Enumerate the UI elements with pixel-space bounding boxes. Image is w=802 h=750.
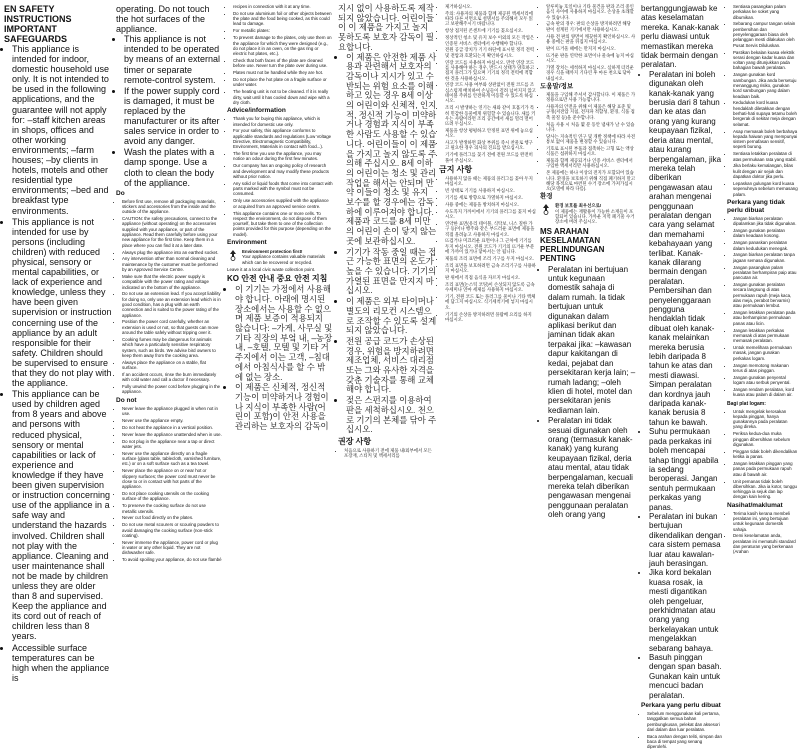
list-item: • 연약한 표면(유리 테이블, 식탁보, 니스 칠한 가구 등)이나 행주와 같은 부드러운 표면에 제품을 직접 올려놓고 사용하지 마십시오.	[445, 221, 536, 237]
list-item: • 처음으로 사용하기 전에 제품 내/외부에서 모든 포장재, 스티커 및 액세서리를	[344, 448, 437, 459]
en-column-2	[116, 4, 222, 563]
list-item: • Pinggan tidak boleh dikendalikan ketika ia panas.	[733, 449, 798, 460]
list-item: • Peralatan ini bukan bertujuan dikendalikan dengan cara sistem pemasa luar atau kawalan-jauh berasingan.	[649, 512, 723, 568]
ko-safety-list-cont	[338, 53, 437, 435]
ms-info-list	[727, 511, 798, 555]
list-item: • This appliance contains one or more cells. To respect the environment, do not dispose of them yourself, but take them to one of the collection points provided for this purpose (depending on the model).	[233, 211, 333, 237]
list-item: • To avoid spoiling your appliance, do not use flambé	[122, 557, 222, 562]
list-item: • Jangan biarkan peralatan dipalamkan jika tidak digunakan.	[733, 216, 798, 227]
list-item: • 전원 공급 코드가 손상된 경우, 위험을 방지하려면 제조업체, 서비스 대리점 또는 그와 유사한 자격을 갖춘 기술자를 통해 교체해야 합니다.	[346, 337, 437, 395]
list-item: • Periksa kedua-dua muka pinggan dibersihkan sebelum digunakan.	[733, 431, 798, 447]
environment-text-2: Leave it at a local civic waste collection point.	[227, 266, 316, 272]
list-item: • The heating unit is not to be cleaned. If it is really dirty, wait until it has cooled down and wipe with a dry cloth.	[233, 89, 333, 105]
list-item: • The first time you use the appliance, you may notice an odour during the first few minutes.	[233, 151, 333, 162]
list-item: • Jangan gunakan peralatan dalam keadaan kosong.	[733, 228, 798, 239]
list-item: • 당사는 지속적인 연구 및 개발 정책에 따라 사전 통보 없이 제품을 변경할 수 있습니다.	[546, 134, 636, 145]
list-item: • 제품의 조리 표면에 조리 기구를 두지 마십시오.	[445, 256, 536, 261]
list-item: • 기기를 세로 방향으로 가열하지 마십시오.	[445, 195, 536, 200]
list-item: • Jika kord bekalan kuasa rosak, ia mesti digantikan oleh pengeluar, perkhidmatan atau orang yang berkelayakan untuk mengelakkan sebarang bahaya.	[649, 568, 723, 653]
ko-column-4	[338, 4, 437, 559]
list-item: • 처음 사용 시 처음 몇 분 동안 냄새가 날 수 있습니다.	[546, 122, 636, 133]
list-item: • Jika berlaku kemalangan, bilas kulit dengan air sejuk dan dapatkan doktor jika perlu.	[733, 163, 798, 179]
ms-metal-heading: Bagi plat logam:	[727, 400, 766, 407]
list-item: • Any solid or liquid foods that come into contact with parts marked with the symbol must not be consumed.	[233, 181, 333, 197]
paragraph: operating. Do not touch the hot surfaces of the appliance.	[116, 4, 210, 35]
list-item: • 조리 표면(논스틱 코팅)이 손상되지 않도록 금속 수세미나 연마 세제를 사용하지 마십시오.	[445, 282, 536, 293]
list-item: • Jangan rendam peralatan, kord kuasa atau palam di dalam air.	[733, 387, 798, 398]
ms-dont-heading: Perkara yang tidak perlu dibuat	[727, 198, 785, 214]
list-item: • 금속 판의 경우: 판의 손상을 방지하려면 해당 판이 설계된 기기에서만 사용하십시오.	[546, 21, 636, 32]
list-item: • Jangan panaskan peralatan dalam kedudukan menegak.	[733, 240, 798, 251]
list-item: • 판이 뜨거울 때에는 만지지 마십시오.	[546, 46, 636, 51]
list-item: • Baca arahan dengan teliti, simpan dan baca di tempat yang senang diperolehi.	[647, 734, 723, 750]
list-item: • 제거하십시오.	[445, 4, 536, 9]
list-item: • 제품을 구입해 주셔서 감사합니다. 이 제품은 가정용으로만 사용 가능합니다.	[546, 92, 636, 103]
list-item: • Any intervention other than normal cleaning and maintenance by the customer must be performed by an Approved Service Centre.	[122, 256, 222, 272]
list-item: • 조리 표면을 보호하려면 금속 조리기구를 사용하지 마십시오.	[445, 263, 536, 274]
en-title: EN SAFETY INSTRUCTIONS IMPORTANT SAFEGUARDS	[4, 4, 72, 44]
list-item: • Never place the appliance on or near hot or slippery surfaces; the power cord must never be close to or in contact with hot parts of the appliance.	[122, 468, 222, 489]
ms-title: MS ARAHAN KESELAMATAN PERLINDUNGAN PENTING	[540, 226, 605, 263]
list-item: • recipes in connection with it at any time.	[233, 4, 333, 9]
ms-column-7a	[641, 4, 723, 750]
list-item: • 이 제품은 안전한 제품 사용과 관련해서 보호자의 감독이나 지시가 있고 수반되는 위험 요소를 이해하고 있는 경우 8세 이상의 어린이와 신체적, 인지적, 정신적 기능이 미약하거나 경험과 지식이 부족한 사람도 사용할 수 있습니다. 어린이들이 이 제품을 가지고 놀지 않도록 주의해 주십시오. 8세 이하의 어린이는 청소 및 관리 작업을 해서는 안되며 만약 이들이 청소 및 유지 보수를 할 경우에는 감독 하에 이루어져야 합니다. 제품과 코드를 8세 미만의 어린이 손이 닿지 않는 곳에 보관하십시오.	[346, 53, 437, 247]
ms-dont-list	[727, 216, 798, 398]
list-item: • 사용자의 안전을 위해 이 제품은 해당 표준 및 규정(저전압 지침, 전자파 적합성, 환경, 식품 접촉 물질 등)을 준수합니다.	[546, 104, 636, 120]
list-item: • This appliance is not intended for use by persons (including children) with reduced physical, sensory or mental capabilities, or lack of experience and knowledge, unless they have been given supervision or instruction concerning use of the appliance by an adult responsible for their safety. Children should be supervised to ensure that they do not play with the appliance.	[12, 217, 112, 389]
list-item: • Jangan gunakan peralatan secara langsung di atas permukaan rapuh (meja kaca, alas meja, perabot bervarnis) atau permukaan lembut.	[733, 282, 798, 308]
recycle-icon	[227, 249, 239, 261]
list-item: • Plates must not be handled while they are hot.	[233, 70, 333, 75]
ms-metal-list	[727, 409, 798, 500]
list-item: • If the power supply cord is damaged, it must be replaced by the manufacturer or its after sales service in order to avoid any danger.	[124, 86, 222, 147]
en-safety-list-cont	[116, 34, 222, 187]
list-item: • 이 제품은 신체적, 정신적 기능이 미약하거나 경험이나 지식이 부족한 사람(어린이 포함)이 안전 사용을 관리하는 보호자의 감독이	[235, 383, 333, 432]
ko-safety-list	[227, 285, 333, 432]
list-item: • 조리 시 발생하는 연기는 새와 같이 호흡기가 특히 민감한 동물에게 위험할 수 있습니다. 새를 키우는 사람이라면 조리 공간에서 새를 멀리 떨어뜨려 두십시오.	[445, 105, 536, 126]
environment-heading: Environment	[227, 239, 267, 246]
list-item: • Lepaskan gulungan kord kuasa sepenuhnya sebelum memasang palam.	[733, 181, 798, 197]
list-item: • 연장 코드를 사용하지 마십시오. 만약 연장 코드를 사용해야 하는 경우, 반드시 상태가 양호하고 접지 플러그가 있으며 기기의 정격 전력에 적합한 것을 사용하십시오.	[445, 60, 536, 81]
list-item: • 판 위에서 직접 음식을 자르지 마십시오.	[445, 275, 536, 280]
list-item: • Do not place cooking utensils on the cooking surface of the appliance.	[122, 491, 222, 502]
list-item: • 사용 중에는 제품을 방치하지 마십시오.	[445, 202, 536, 207]
en-safety-list	[4, 44, 112, 683]
list-item: • Untuk memelihara permukaan masak, jangan gunakan perkakas logam.	[733, 345, 798, 361]
list-item: • Make sure that the electric power supply is compatible with the power rating and voltage indicated on the bottom of the appliance.	[122, 274, 222, 290]
list-item: • Do not plug in the appliance near a tap or direct water jets.	[122, 439, 222, 450]
list-item: • This appliance is intended for indoor, domestic household use only. It is not intended to be used in the following applications, and the guarantee will not apply for: –staff kitchen areas in shops, offices and other working environments; –farm houses; –by clients in hotels, motels and other residential type environments; –bed and breakfast type environments.	[12, 44, 112, 216]
list-item: • Asap memasak boleh berbahaya kepada haiwan yang mempunyai sistem pernafasan sensitif, seperti burung.	[733, 129, 798, 150]
list-item: • 알루미늄 호일이나 기타 물건을 판과 조리 중인 음식 사이에 사용하지 마십시오. 손상을 초래할 수 있습니다.	[546, 4, 636, 20]
ko-environment-heading: 환경	[540, 193, 553, 201]
ko-column-5	[439, 4, 536, 559]
list-item: • Fully unwind the power cord before plugging in the appliance.	[122, 384, 222, 395]
ms-do-heading: Perkara yang perlu dibuat	[641, 702, 721, 710]
ko-prohibited-heading: 금지 사항	[439, 164, 473, 174]
list-item: • 사용하지 않을 때는 제품의 플러그를 꽂아 두지 마십시오.	[445, 176, 536, 187]
list-item: • Sentiasa letakkan peralatan di atas permukaan rata yang stabil.	[733, 151, 798, 162]
list-item: • 주의: 사용자의 제품과 함께 제공된 액세서리에 따라 다른 서면으로 설명서를 주의해서 모두 읽고 보관해주시기 바랍니다.	[445, 11, 536, 27]
recycle-icon	[540, 203, 552, 215]
environment-text: Your appliance contains valuable materials which can be recovered or recycled.	[242, 254, 326, 265]
list-item: • 연장 코드 사용 여부와 상관없이 전원 코드를 조심스럽게 배치하여 손님들이 걸려 넘어지지 않고 테이블 주위를 안전하게 이동할 수 있도록 하십시오.	[445, 82, 536, 103]
list-item: • 젖은 스펀지를 이용하여 판을 세척하십시오. 천으로 기기의 본체를 닦아 주십시오.	[346, 396, 437, 435]
list-item: • CAUTION: the safety precautions, connect to the appliance (without operating) on the accessories supplied with your appliance, or part of the appliance. Read them carefully before using your new appliance for the first time. Keep them in a place where you can find it at a later date.	[122, 216, 222, 248]
list-item: • 제품과 함께 제공되거나 인증 서비스 센터에서 구입한 액세서리만 사용하십시오.	[546, 158, 636, 169]
list-item: • Kedudukan kord kuasa hendaklah diletakkan dengan berhati-hati supaya tetamu boleh bergerak di sekitar meja dengan selamat.	[733, 100, 798, 126]
list-item: • Accessible surface temperatures can be high when the appliance is	[12, 643, 112, 683]
list-item: • Before first use, remove all packaging materials, stickers and accessories from the inside and the outside of the appliance.	[122, 199, 222, 215]
ms-info-heading: Nasihat/maklumat	[727, 501, 783, 509]
list-item: • This appliance can be used by children aged from 8 years and above and persons with reduced physical, sensory or mental capabilities or lack of experience and knowledge if they have been given supervision or instruction concerning use of the appliance in a safe way and understand the hazards involved. Children shall not play with the appliance. Cleaning and user maintenance shall not be made by children unless they are older than 8 and supervised. Keep the appliance and its cord out of reach of children less than 8 years.	[12, 389, 112, 641]
list-item: • 기호로 표시된 부품과 접촉하는 고형 또는 액상 식품은 섭취하지 마십시오.	[546, 146, 636, 157]
list-item: • Never use the appliance directly on a fragile surface (glass table, tablecloth, varnished furniture, etc.) or on a soft surface such as a tea towel.	[122, 451, 222, 467]
list-item: • Jangan biarkan peralatan tanpa jagaan semasa digunakan.	[733, 252, 798, 263]
list-item: • Basuh pinggan dengan span basah. Gunakan kain untuk mencuci badan peralatan.	[649, 653, 723, 700]
ko-prohibited-list-cont	[540, 4, 636, 81]
list-item: • Never leave the appliance plugged in when not in use.	[122, 406, 222, 417]
list-item: • Our company has an ongoing policy of research and development and may modify these products without prior notice.	[233, 163, 333, 179]
ms-do-list	[641, 711, 723, 750]
list-item: • 수도꼭지 가까이에서 기기의 플러그를 꽂지 마십시오.	[445, 209, 536, 220]
list-item: • 제품을 항상 평평하고 안정된 표면 위에 놓으십시오.	[445, 128, 536, 139]
list-item: • For your safety, this appliance conforms to applicable standards and regulations (Low Voltage Directive, Electromagnetic Compatibility, Environment, Materials in contact with food...).	[233, 128, 333, 149]
list-item: • Only use accessories supplied with the appliance or acquired from an approved service centre.	[233, 198, 333, 209]
list-item: • 항상 접지된 콘센트에 기기를 꽂으십시오.	[445, 28, 536, 33]
paragraph: 지시 없이 사용하도록 제작되지 않았습니다. 어린이들이 이 제품을 가지고 놀지 못하도록 보호자 감독이 필요합니다.	[338, 3, 434, 52]
ko-info-heading: 도움말/정보	[540, 82, 574, 90]
list-item: • Jangan letakkan peralatan pada atau berhampiran permukaan panas atau licin.	[733, 310, 798, 326]
list-item: • Do not heat the appliance in a vertical position.	[122, 425, 222, 430]
list-item: • 빈 상태로 기기를 사용하지 마십시오.	[445, 188, 536, 193]
list-item: • Thank you for buying this appliance, which is intended for domestic use only.	[233, 116, 333, 127]
list-item: • Jangan letakkan perkakas memasak di atas permukaan memasak peralatan.	[733, 328, 798, 344]
do-not-list	[116, 406, 222, 563]
list-item: • Do not use an extension lead. If you accept liability for doing so, only use an extension lead which is in good condition, has a plug with an earth connection and is suited to the power rating of the appliance.	[122, 291, 222, 317]
list-item: • 본 제품에는 하나 이상의 전지가 포함되어 있습니다. 환경을 보호하기 위해 직접 폐기하지 말고 해당 목적으로 마련된 수거 장소에 가져가십시오(모델에 따라 다름).	[546, 170, 636, 191]
list-item: • Suhu permukaan pada perkakas ini boleh mencapai tahap tinggi apabila ia sedang beroperasi. Jangan sentuh permukaan perkakas yang panas.	[649, 427, 723, 512]
list-item: • Demi keselamatan anda, peralatan ini mematuhi standard dan peraturan yang berkenaan (Arahan	[733, 533, 798, 554]
ms-do-list-cont	[727, 4, 798, 197]
ko-info-list	[540, 92, 636, 192]
list-item: • If an accident occurs, rinse the burn immediately with cold water and call a doctor if necessary.	[122, 372, 222, 383]
ko-ms-column-6	[540, 4, 636, 559]
do-not-list-cont	[227, 4, 333, 105]
list-item: • 사고가 발생하면 화상 부위를 즉시 찬물로 헹구고 필요한 경우 의사의 진료를 받으십시오.	[445, 140, 536, 151]
list-item: • 사용 전 판의 양면이 깨끗한지 확인하십시오. 사용 중에는 판을 뒤집지 마십시오.	[546, 34, 636, 45]
ko-environment-subtitle: 환경 보호를 최우선으로!	[555, 203, 602, 209]
list-item: • Never use the appliance empty.	[122, 418, 222, 423]
list-item: • Always place the appliance on a stable, flat surface.	[122, 360, 222, 371]
list-item: • Sebelum menggunakan kali pertama, tanggalkan semua bahan pembungkusan, pelekat dan aksesori dari dalam dan luar peralatan.	[647, 711, 723, 732]
list-item: • Jangan pasangkan palam peralatan berhampiran paip atau pancutan air.	[733, 265, 798, 281]
ms-column-7	[641, 4, 798, 750]
list-item: • 뜨겁거나 미끄러운 표면이나 그 근처에 기기를 두지 마십시오. 전원 코드가 기기의 뜨거운 부분에 가까이 있거나 닿아서는 안 됩니다.	[445, 238, 536, 254]
do-list	[116, 199, 222, 395]
do-heading: Do	[116, 189, 125, 197]
list-item: • Jangan memotong makanan terus di atas pinggan.	[733, 363, 798, 374]
ko-environment-text: 이 제품에는 재활용이 가능한 소재들이 포함되어 있습니다. 가까운 지역 폐기물 수거 장소에 버려 주십시오.	[555, 208, 635, 225]
list-item: • Do not use aluminium foil or other objects between the plate and the food being cooked, as this could lead to damage.	[233, 11, 333, 27]
list-item: • 이 기기는 가정에서 사용해야 합니다. 아래에 명시된 장소에서는 사용할 수 없으며 제품 보증이 적용되지 않습니다: –가게, 사무실 및 기타 직장의 부엌 내, –농장 내, –호텔, 모텔 및 기타 거주지에서 이는 고객, –침대에서 아침식사를 할 수 밖에 없는 장소.	[235, 285, 333, 382]
list-item: • Peralatan ini boleh digunakan oleh kanak-kanak yang berusia dari 8 tahun dan ke atas dan orang yang kurang keupayaan fizikal, deria atau mental, atau kurang berpengalaman, jika mereka telah diberikan pengawasan atau arahan mengenai penggunaan peralatan dengan cara yang selamat dan memahami kebahayaan yang terlibat. Kanak-kanak dilarang bermain dengan peralatan. Pembersihan dan penyelenggaraan pengguna hendaklah tidak dibuat oleh kanak-kanak melainkan mereka berusia lebih daripada 8 tahun ke atas dan mesti diawasi. Simpan peralatan dan kordnya jauh daripada kanak-kanak berusia 8 tahun ke bawah.	[649, 70, 723, 427]
list-item: • Untuk mengelak kerosakan kepada pinggan, hanya gunakannya pada peralatan yang direka.	[733, 409, 798, 430]
ko-environment-block	[540, 203, 636, 224]
ms-column-7b	[727, 4, 798, 559]
list-item: • Never cut food directly on the plates.	[122, 515, 222, 520]
list-item: • To prevent damage to the plates, only use them on the appliance for which they were designed (e.g., do not place it in an oven, on the gas ring or electric hot plates, etc.).	[233, 35, 333, 56]
list-item: • Cooking fumes may be dangerous for animals which have a particularly sensitive respiratory system, such as birds. We advise bird owners to keep them away from the cooking area.	[122, 337, 222, 358]
list-item: • 기기의 손상을 방지하려면 플람베 요리를 하지 마십시오.	[445, 312, 536, 323]
list-item: • To preserve the cooking surface do not use metallic utensils.	[122, 503, 222, 514]
list-item: • 기기, 전원 코드 또는 플러그를 물이나 기타 액체에 담그지 마십시오. 식기세척기에 넣지 마십시오.	[445, 294, 536, 310]
list-item: • Sebarang campur tangan selain pembersihan dan penyelenggaraan biasa oleh pelanggan mesti dilakukan oleh Pusat Servis Diluluskan.	[733, 21, 798, 47]
en-column-1	[4, 4, 112, 683]
list-item: • Position the power cord carefully, whether an extension is used or not, so that guests can move around the table safely without tripping over it.	[122, 319, 222, 335]
list-item: • 가열 장치는 세척하지 마십시오. 심하게 더러운 경우 식을 때까지 기다린 후 마른 천으로 닦아 내십시오.	[546, 65, 636, 81]
list-item: • Unit pemanas tidak boleh dibersihkan. Jika ia kotor, tunggu sehingga ia sejuk dan lap dengan kain kering.	[733, 479, 798, 500]
list-item: • Check that both faces of the plate are cleaned before use. Never turn the plate over during use.	[233, 58, 333, 69]
list-item: • Wash the plates with a damp sponge. Use a cloth to clean the body of the appliance.	[124, 147, 222, 187]
ms-safety-list	[540, 265, 636, 520]
list-item: • 기기가 작동 중일 때는 접근 가능한 표면의 온도가 높을 수 있습니다. 기기의 가열된 표면을 만지지 마십시오.	[346, 248, 437, 297]
list-item: • Peralatan ini tidak sesuai digunakan oleh orang (termasuk kanak-kanak) yang kurang keupayaan fizikal, deria atau mental, atau tidak berpengalaman, kecuali mereka telah diberikan pengawasan mengenai penggunaan peralatan oleh orang yang	[548, 416, 636, 519]
ko-recommend-heading: 권장 사항	[338, 436, 372, 446]
list-item: • For metallic plates:	[233, 28, 333, 33]
list-item: • Always plug the appliance into an earthed socket.	[122, 250, 222, 255]
list-item: • Jangan gunakan penyental logam atau serbuk penyental.	[733, 375, 798, 386]
list-item: • Do not use metal scourers or scouring powders to avoid damaging the cooking surface (non-stick coating).	[122, 522, 222, 538]
paragraph: bertanggungjawab ke atas keselamatan mereka. Kanak-kanak perlu diawasi untuk memastikan mereka tidak bermain dengan peralatan.	[641, 4, 719, 70]
ms-safety-list-cont	[641, 70, 723, 700]
environment-block	[227, 249, 333, 265]
list-item: • Jangan letakkan pinggan yang panas pada permukaan rapuh atau di bawah air.	[733, 461, 798, 477]
list-item: • Do not place the hot plate on a fragile surface or under water.	[233, 77, 333, 88]
list-item: • This appliance is not intended to be operated by means of an external timer or separate remote-control system.	[124, 34, 222, 84]
en-ko-column-3	[227, 4, 333, 559]
ko-recommend-list-cont	[439, 4, 536, 163]
list-item: • 기기에 플러그를 꽂기 전에 전원 코드를 완전히 풀어 주십시오.	[445, 152, 536, 163]
ko-recommend-list	[338, 448, 437, 459]
list-item: • 이 제품은 외부 타이머나 별도의 리모컨 시스템으로 조작할 수 있도록 설계되지 않았습니다.	[346, 297, 437, 336]
list-item: • Jangan gunakan kord sambungan. Jika anda bersetuju menanggung risiko, gunakan kord sambungan yang dalam keadaan baik.	[733, 72, 798, 98]
advice-list	[227, 116, 333, 237]
list-item: • Sentiasa pasangkan palam perkakas ke soket yang dibumikan.	[733, 4, 798, 20]
environment-subtitle: Environment protection first!	[242, 249, 303, 254]
list-item: • Pastikan bekalan kuasa elektrik serasi dengan kadar kuasa dan voltan yang ditunjukkan pada bahagian bawah peralatan.	[733, 50, 798, 71]
ko-prohibited-list	[439, 176, 536, 322]
list-item: • 전원 공급 장치가 기기 하단에 표시된 정격 전력 및 전압과 호환되는지 확인하십시오.	[445, 47, 536, 58]
list-item: • 뜨거운 판을 연약한 표면이나 물속에 놓지 마십시오.	[546, 53, 636, 64]
ko-title: KO 안전 안내 중요 안전 지침	[227, 274, 328, 284]
list-item: • Peralatan ini bertujuan untuk kegunaan domestik sahaja di dalam rumah. Ia tidak bertujuan untuk digunakan dalam aplikasi berikut dan jaminan tidak akan terpakai jika: –kawasan dapur kakitangan di kedai, pejabat dan persekitaran kerja lain; –rumah ladang; –oleh klien di hotel, motel dan persekitaran jenis kediaman lain.	[548, 265, 636, 416]
advice-heading: Advice/information	[227, 107, 286, 115]
list-item: • Never leave the appliance unattended when in use.	[122, 432, 222, 437]
list-item: • Never immerse the appliance, power cord or plug in water or any other liquid. They are not dishwasher safe.	[122, 540, 222, 556]
list-item: • 정상적인 청소 및 유지 보수 이외의 모든 작업은 인증된 서비스 센터에서 수행해야 합니다.	[445, 35, 536, 46]
list-item: • Terima kasih kerana membeli peralatan ini, yang bertujuan untuk kegunaan domestik sahaja.	[733, 511, 798, 532]
do-not-heading: Do not	[116, 396, 137, 404]
